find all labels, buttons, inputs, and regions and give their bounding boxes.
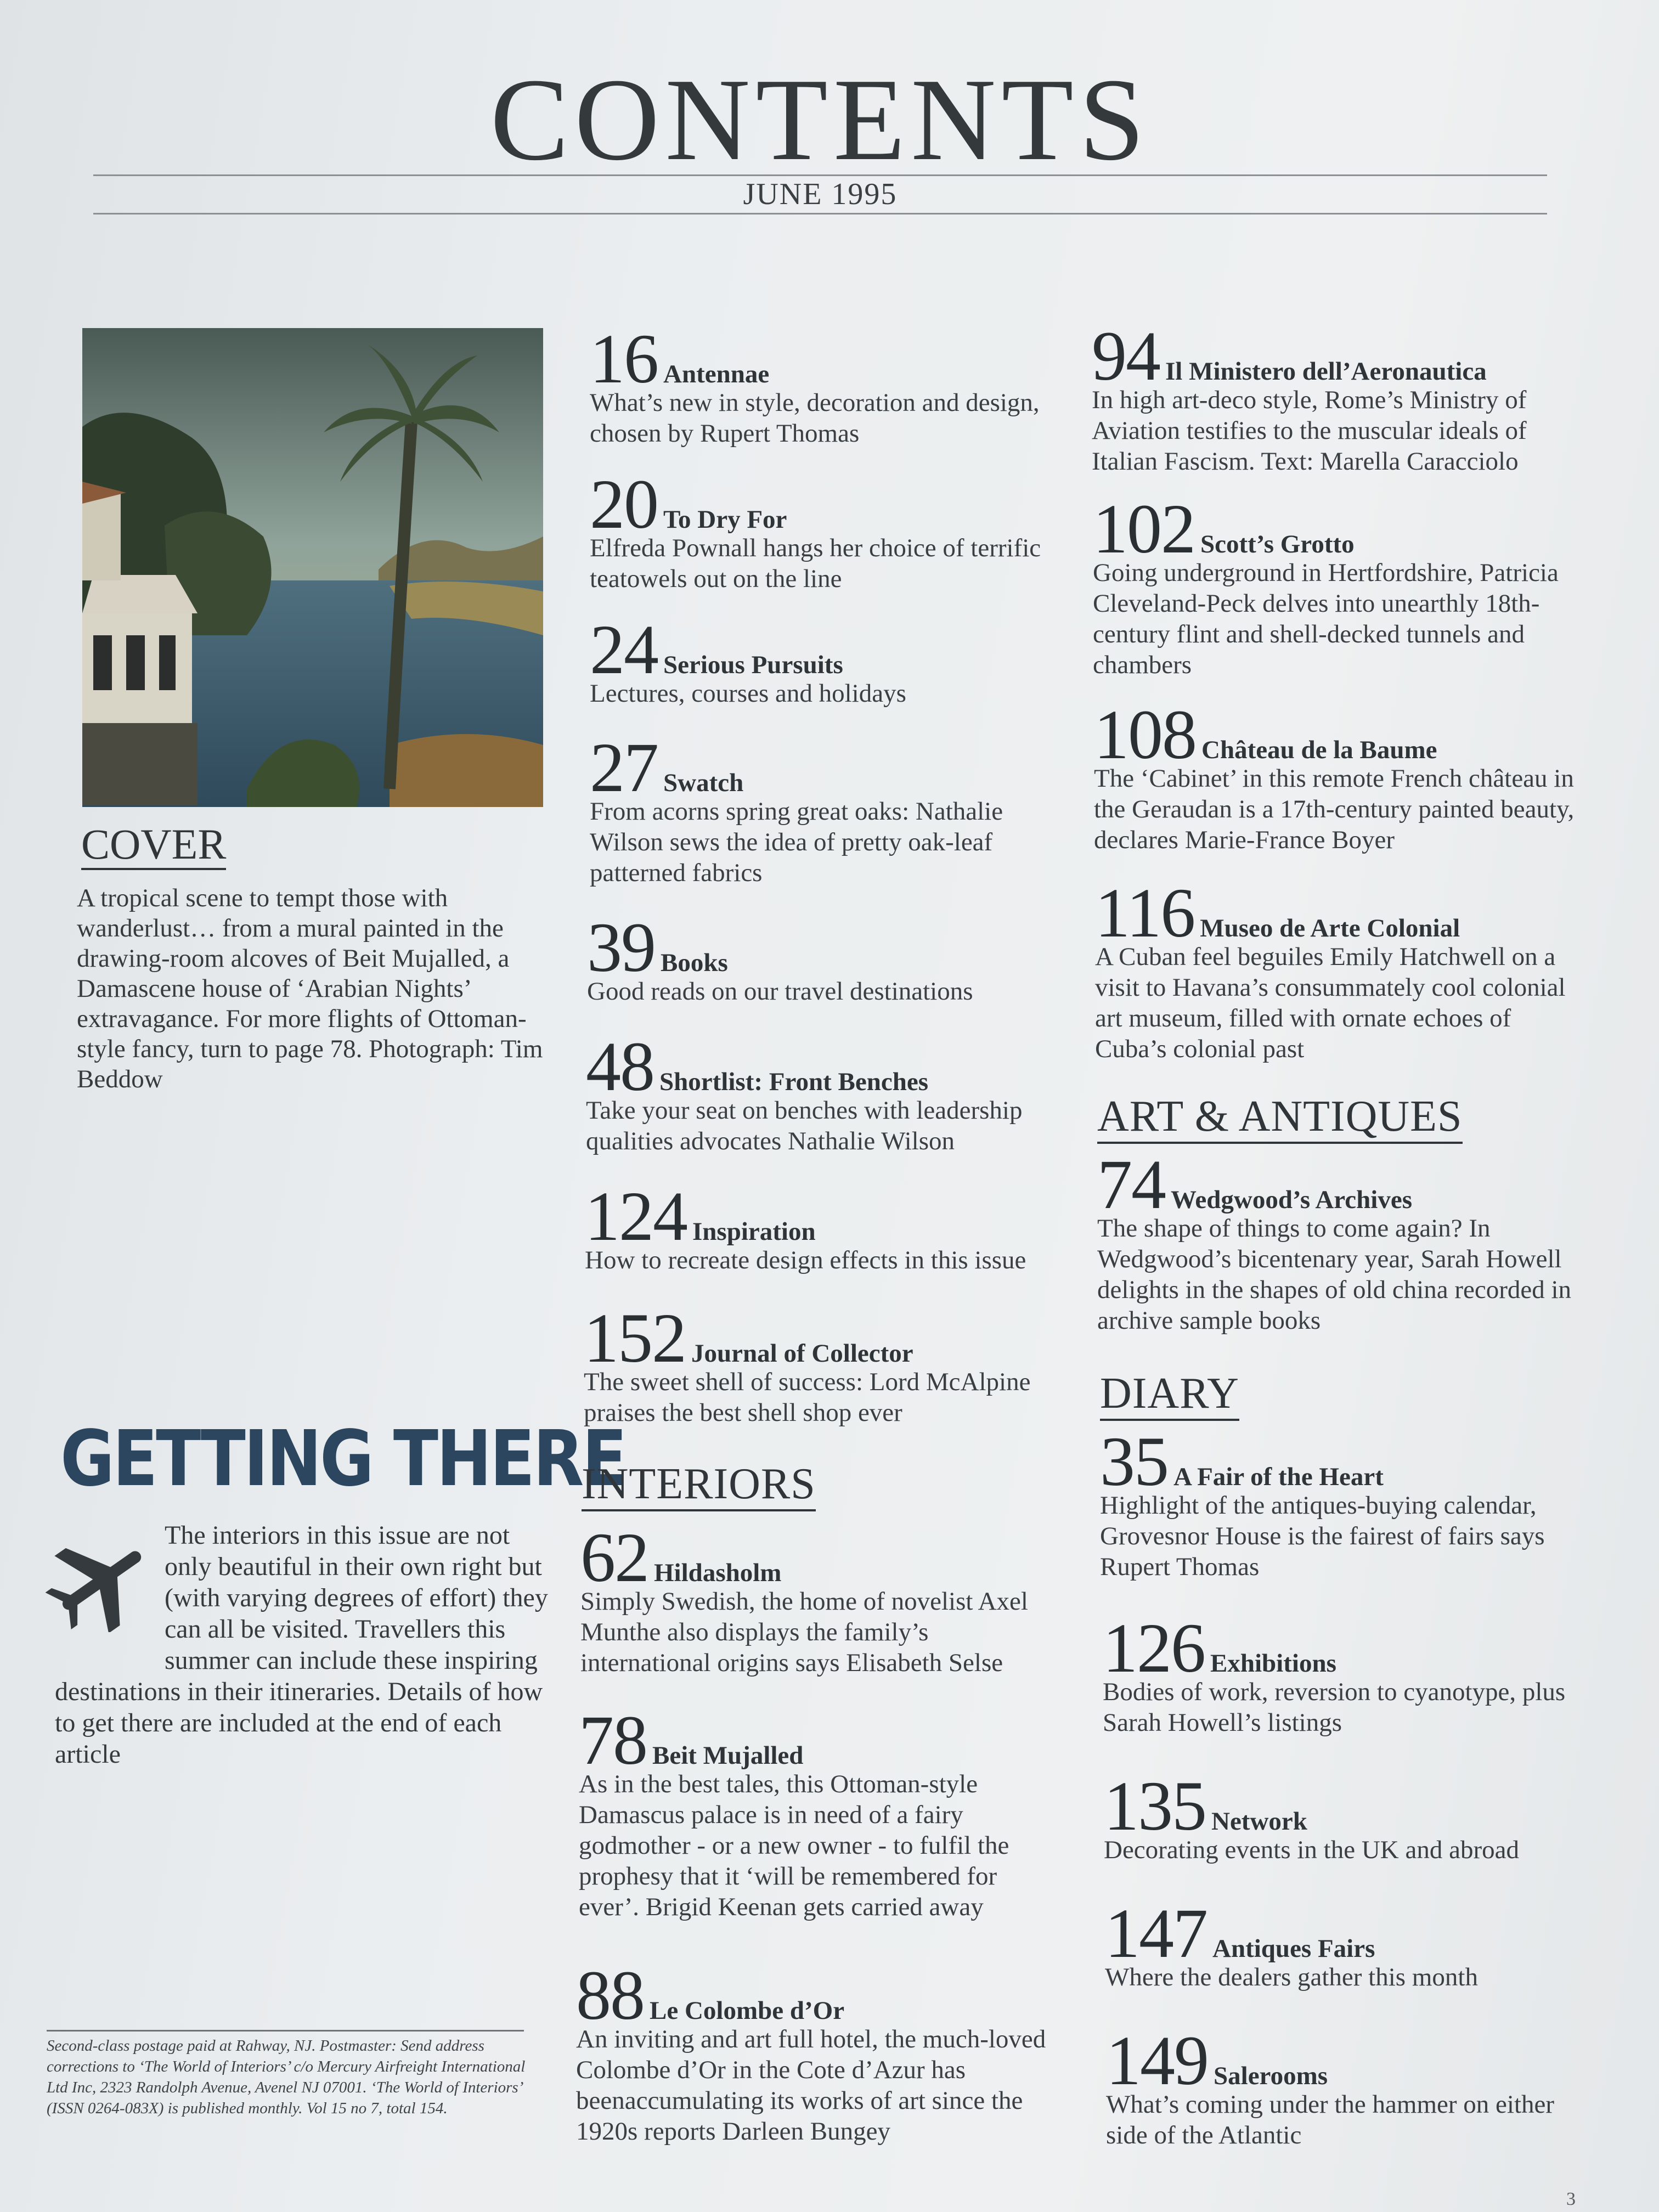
entry-title: Hildasholm bbox=[654, 1559, 782, 1587]
page-number: 27 bbox=[590, 729, 658, 806]
toc-entry[interactable] bbox=[586, 1028, 1069, 1156]
toc-entry[interactable] bbox=[580, 1519, 1063, 1678]
page-number: 116 bbox=[1095, 874, 1195, 952]
section-heading-art-antiques: ART & ANTIQUES bbox=[1097, 1094, 1463, 1144]
entry-description: In high art-deco style, Rome’s Ministry of Aviation testifies to the muscular ideals of Italian Fascism. Text: Marella Caracciolo bbox=[1092, 386, 1527, 476]
issue-date: JUNE 1995 bbox=[743, 177, 898, 211]
page-number: 124 bbox=[585, 1177, 687, 1255]
entry-description: The sweet shell of success: Lord McAlpine praises the best shell shop ever bbox=[584, 1368, 1031, 1427]
toc-entry[interactable] bbox=[579, 1701, 1062, 1922]
entry-title: Exhibitions bbox=[1210, 1649, 1336, 1678]
page-number: 74 bbox=[1097, 1146, 1165, 1223]
page-number: 126 bbox=[1103, 1609, 1205, 1687]
masthead-rule-top bbox=[93, 174, 1547, 176]
page-title: CONTENTS bbox=[490, 54, 1150, 185]
entry-title: Inspiration bbox=[692, 1217, 816, 1246]
entry-title: Network bbox=[1211, 1807, 1307, 1836]
toc-entry[interactable] bbox=[590, 729, 1073, 888]
page-folio: 3 bbox=[1566, 2189, 1576, 2209]
postal-rule bbox=[47, 2030, 524, 2032]
page-number: 94 bbox=[1092, 317, 1160, 395]
entry-title: Museo de Arte Colonial bbox=[1200, 914, 1460, 943]
entry-description: The shape of things to come again? In Wedgwood’s bicentenary year, Sarah Howell delights in the shapes of old china recorded in archive sample books bbox=[1097, 1214, 1572, 1335]
entry-title: Shortlist: Front Benches bbox=[659, 1068, 929, 1096]
section-heading-diary: DIARY bbox=[1100, 1372, 1239, 1421]
toc-entry[interactable] bbox=[590, 320, 1073, 449]
entry-description: Simply Swedish, the home of novelist Axel Munthe also displays the family’s international origins says Elisabeth Selse bbox=[580, 1587, 1028, 1677]
page-number: 39 bbox=[587, 909, 655, 986]
masthead-rule-bottom bbox=[93, 213, 1547, 215]
cover-image bbox=[82, 328, 543, 807]
entry-title: A Fair of the Heart bbox=[1173, 1463, 1384, 1491]
entry-description: Lectures, courses and holidays bbox=[590, 679, 906, 708]
page-number: 147 bbox=[1105, 1894, 1207, 1972]
entry-title: Journal of Collector bbox=[691, 1339, 913, 1368]
toc-entry[interactable] bbox=[585, 1177, 1068, 1276]
page-number: 135 bbox=[1104, 1767, 1206, 1845]
toc-entry[interactable] bbox=[576, 1956, 1059, 2147]
toc-entry[interactable] bbox=[584, 1299, 1066, 1428]
page-number: 24 bbox=[590, 611, 658, 689]
toc-entry[interactable] bbox=[590, 465, 1073, 594]
entry-description: Decorating events in the UK and abroad bbox=[1104, 1836, 1519, 1864]
entry-description: Where the dealers gather this month bbox=[1105, 1963, 1478, 1991]
page-number: 78 bbox=[579, 1701, 647, 1779]
entry-description: Take your seat on benches with leadership qualities advocates Nathalie Wilson bbox=[586, 1096, 1023, 1155]
toc-entry[interactable] bbox=[1093, 490, 1576, 680]
entry-title: Salerooms bbox=[1214, 2062, 1328, 2090]
entry-description: An inviting and art full hotel, the much-loved Colombe d’Or in the Cote d’Azur has beenaccumulating its works of art since the 1920s reports Darleen Bungey bbox=[576, 2025, 1046, 2146]
entry-title: Beit Mujalled bbox=[652, 1741, 804, 1770]
cover-caption: A tropical scene to tempt those with wanderlust… from a mural painted in the drawing-room alcoves of Beit Mujalled, a Damascene house of ‘Arabian Nights’ extravagance. For more flights of Ottoman-style fancy, turn to page 78. Photograph: Tim Beddow bbox=[77, 884, 543, 1093]
entry-description: Good reads on our travel destinations bbox=[587, 977, 973, 1006]
section-heading-interiors: INTERIORS bbox=[582, 1462, 816, 1511]
toc-entry[interactable] bbox=[1103, 1609, 1585, 1738]
entry-description: Going underground in Hertfordshire, Patricia Cleveland-Peck delves into unearthly 18th-century flint and shell-decked tunnels and chambers bbox=[1093, 558, 1559, 679]
entry-title: Swatch bbox=[663, 769, 744, 797]
entry-description: What’s coming under the hammer on either side of the Atlantic bbox=[1106, 2090, 1555, 2149]
entry-title: Wedgwood’s Archives bbox=[1171, 1186, 1413, 1214]
entry-title: Château de la Baume bbox=[1201, 736, 1437, 764]
entry-description: As in the best tales, this Ottoman-style Damascus palace is in need of a fairy godmother - or a new owner - to fulfil the prophesy that it ‘will be remembered for ever’. Brigid Keenan gets carried away bbox=[579, 1770, 1009, 1921]
entry-title: Scott’s Grotto bbox=[1200, 530, 1355, 558]
page-number: 152 bbox=[584, 1299, 686, 1377]
toc-entry[interactable] bbox=[1104, 1767, 1587, 1865]
entry-description: Elfreda Pownall hangs her choice of terrific teatowels out on the line bbox=[590, 534, 1041, 593]
page-number: 35 bbox=[1100, 1423, 1168, 1500]
toc-entry[interactable] bbox=[1100, 1423, 1583, 1582]
entry-title: Antiques Fairs bbox=[1212, 1934, 1375, 1963]
airplane-icon bbox=[44, 1528, 159, 1632]
entry-description: The ‘Cabinet’ in this remote French château in the Geraudan is a 17th-century painted beauty, declares Marie-France Boyer bbox=[1094, 764, 1575, 854]
toc-entry[interactable] bbox=[1095, 874, 1578, 1064]
page-number: 102 bbox=[1093, 490, 1195, 568]
page-number: 88 bbox=[576, 1956, 644, 2034]
entry-title: Antennae bbox=[663, 360, 770, 388]
entry-title: Le Colombe d’Or bbox=[650, 1996, 845, 2025]
entry-description: From acorns spring great oaks: Nathalie Wilson sews the idea of pretty oak-leaf patterned fabrics bbox=[590, 797, 1003, 887]
entry-description: How to recreate design effects in this issue bbox=[585, 1246, 1026, 1274]
toc-entry[interactable] bbox=[1092, 317, 1575, 477]
getting-there-heading: GETTING THERE bbox=[60, 1414, 625, 1504]
entry-description: What’s new in style, decoration and design, chosen by Rupert Thomas bbox=[590, 388, 1040, 448]
page-number: 62 bbox=[580, 1519, 648, 1596]
toc-entry[interactable] bbox=[1106, 2022, 1589, 2151]
postal-notice: Second-class postage paid at Rahway, NJ. Postmaster: Send address corrections to ‘The World of Interiors’ c/o Mercury Airfreight International Ltd Inc, 2323 Randolph Avenue, Avenel NJ 07001. ‘The World of Interiors’ (ISSN 0264-083X) is published monthly. Vol 15 no 7, total 154. bbox=[47, 2037, 526, 2117]
toc-entry[interactable] bbox=[1094, 696, 1577, 855]
entry-title: To Dry For bbox=[663, 505, 787, 534]
toc-entry[interactable] bbox=[1105, 1894, 1588, 1993]
cover-heading: COVER bbox=[81, 823, 226, 870]
entry-title: Serious Pursuits bbox=[663, 651, 843, 679]
page-number: 16 bbox=[590, 320, 658, 398]
toc-entry[interactable] bbox=[587, 909, 1070, 1007]
entry-description: Highlight of the antiques-buying calendar, Grovesnor House is the fairest of fairs says Rupert Thomas bbox=[1100, 1491, 1545, 1581]
masthead bbox=[93, 54, 1547, 185]
entry-description: Bodies of work, reversion to cyanotype, plus Sarah Howell’s listings bbox=[1103, 1678, 1566, 1737]
page-number: 48 bbox=[586, 1028, 654, 1105]
page-number: 108 bbox=[1094, 696, 1196, 774]
page-number: 149 bbox=[1106, 2022, 1208, 2100]
entry-title: Il Ministero dell’Aeronautica bbox=[1165, 357, 1487, 386]
entry-description: A Cuban feel beguiles Emily Hatchwell on a visit to Havana’s consummately cool colonial art museum, filled with ornate echoes of Cuba’s colonial past bbox=[1095, 943, 1566, 1063]
toc-entry[interactable] bbox=[590, 611, 1073, 709]
getting-there-body: The interiors in this issue are not only beautiful in their own right but (with varying degrees of effort) they can all be visited. Travellers this summer can include these inspiring destinations in their itineraries. Details of how to get there are included at the end of each article bbox=[55, 1521, 548, 1769]
entry-title: Books bbox=[661, 949, 728, 977]
toc-entry[interactable] bbox=[1097, 1146, 1580, 1336]
page-number: 20 bbox=[590, 465, 658, 543]
